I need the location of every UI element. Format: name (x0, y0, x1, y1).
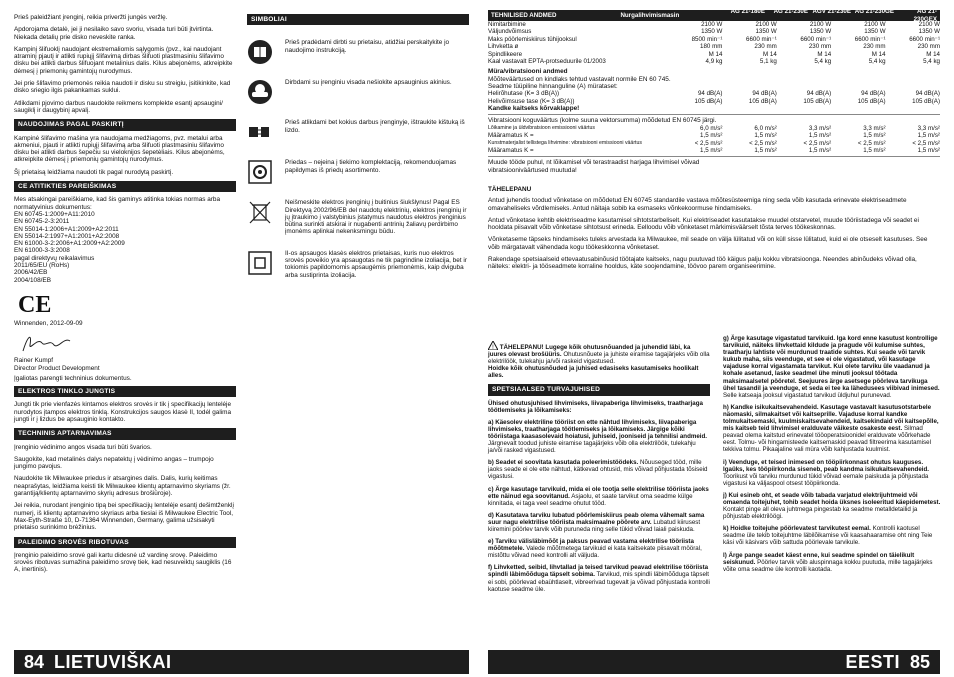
row-value: 3,3 m/s² (863, 124, 886, 132)
row-value: 2100 W (918, 21, 940, 28)
row-value: 230 mm (754, 43, 777, 51)
intro-p2: Apdorojama detalė, jei ji nesilaiko savo svoriu, visada turi būti įtvirtinta. Niekada detalių prie disko neveskite ranka. (14, 26, 214, 41)
weee-bin-icon (247, 199, 273, 225)
standards-list (14, 211, 236, 284)
right-footer (488, 650, 940, 674)
tahelepanu-p2: Antud võnketase kehtib elektriseadme kasutamisel sihtotstarbeliselt. Kui elektriseadet kasutatakse muudel otstarvetel, muude tööriistadega või seadet ei hooldata piisavalt võib võnketase sihtotsust erineda. Eelloodu võib võnketaset märkimisväärselt tõsta terves töökeskonnas. (488, 216, 919, 232)
row-label: Helivõimsuse tase (K= 3 dB(A)) (488, 97, 575, 105)
standard-item: EN 61000-3-2:2006+A1:2009+A2:2009 (14, 240, 125, 248)
spec-notes (488, 68, 724, 90)
table-row (488, 125, 940, 132)
naudojimas-p1: Kampinė šlifavimo mašina yra naudojama medžiagoms, pvz. metalui arba akmeniui, pjauti ir atlikti rupiųjį šlifavimą arba šlifuoti plastmasiniu šlifavimo disku bei atlikti darbus šepečiu su vieloknijos šepetėliais. Kilus abejonėms, atkreipkite dėmesį į priemonių gamintojų nurodymus. (14, 134, 225, 164)
table-row (488, 43, 940, 50)
row-label: Väljundvõimsus (488, 28, 532, 36)
row-value: 1,5 m/s² (808, 146, 832, 154)
model-name: AG 21-230GEX (913, 8, 937, 23)
row-value: 1,5 m/s² (700, 132, 723, 140)
row-label: Lihvketta ø (488, 43, 519, 51)
row-value: 3,3 m/s² (917, 124, 940, 132)
goggles-icon (247, 79, 273, 105)
standard-item: EN 61000-3-3:2008 (14, 247, 70, 255)
row-value: < 2,5 m/s² (749, 139, 777, 147)
intro-p1: Prieš paleidžiant įrenginį, reikia priveržti jungės veržlę. (14, 14, 168, 21)
row-value: 6600 min⁻¹ (746, 35, 777, 43)
standard-item: EN 60745-1:2009+A11:2010 (14, 210, 95, 218)
safety-item: l) Ärge pange seadet käest enne, kui seadme spindel on täielikult seiskunud. Pöörlev tarvik võib aluspinnaga kokku puutuda, mille tagajärjeks võite oma seadme üle kontrolli kaotada. (723, 551, 933, 573)
safety-item: b) Seadet ei soovitata kasutada poleerimistöödeks. Nõuuseged tööd, mille jaoks seade ei ole ette nähtud, kätkevad ohtusid, mis võivad põhjustada tõsiseid vigastusi. (488, 459, 708, 481)
row-value: 4,9 kg (705, 58, 723, 66)
symbol-text: Prieš pradėdami dirbti su prietaisu, atidžiai perskaitykite jo naudojimo instrukciją. (285, 39, 450, 54)
row-label: Kunstmaterjalist tellistega lihvimine: vibratsiooni emissiooni väärtus (488, 139, 642, 146)
warning-keep: Hoidke kõik ohutusnõuded ja juhised edasiseks kasutamiseks hoolikalt alles. (488, 365, 699, 380)
symbol-text: Prieš atlikdami bet kokius darbus įrenginyje, ištraukite kištuką iš lizdo. (285, 119, 465, 134)
row-value: 3,3 m/s² (808, 124, 832, 132)
table-row (488, 98, 940, 105)
table-row (488, 28, 940, 35)
row-value: 94 dB(A) (752, 90, 777, 98)
safety-item: d) Kasutatava tarviku lubatud pöörlemiskiirus peab olema vähemalt sama suur nagu elektrilise tööriista maksimaalne pöörete arv. Lubatud kiirusest kiiremini pöörlev tarvik võib puruneda ning selle tükid võivad laiali paiskuda. (488, 511, 705, 533)
row-value: 6600 min⁻¹ (800, 35, 832, 43)
section-header-naudojimas: NAUDOJIMAS PAGAL PASKIRTĮ (14, 119, 236, 130)
row-label: Helirõhutase (K= 3 dB(A)) (488, 90, 560, 98)
row-value: 1350 W (701, 28, 723, 36)
row-value: < 2,5 m/s² (803, 139, 832, 147)
safety-col-left (488, 341, 710, 598)
ce-mark: CE (18, 291, 52, 318)
safety-col-right (723, 335, 941, 578)
standard-item: EN 55014-2:1997+A1:2001+A2:2008 (14, 232, 120, 240)
intro-p3: Kampinį šlifuoklį naudojant ekstremaliomis sąlygomis (pvz., kai naudojant atraminį pjautį ir atlikti rupiųjį šlifavimą dirbas šlifuoti plastmasiniu šlifavimo disku bei atlikti darbus šlifuojant metalinius dalis. Kilus abejonėms, atkreipkite dėmesį į priemonių gamintojų nurodymus. (14, 45, 233, 75)
row-value: 5,4 kg (923, 58, 940, 66)
row-value: 1,5 m/s² (754, 132, 777, 140)
table-row (488, 51, 940, 58)
noise-p1: Mõõteväärtused on kindlaks tehtud vastavalt normile EN 60 745. (488, 75, 671, 83)
table-row (488, 36, 940, 43)
vib-p1: Vibratsiooni koguväärtus (kolme suuna vektorsumma) mõõdetud EN 60745 järgi. (488, 117, 717, 125)
warning-text: Ohutusnõuete ja juhiste eiramise tagajärjeks võib olla elektrilöök, tulekahju ja/või raskeid vigastused. (488, 351, 710, 366)
left-footer (14, 650, 469, 674)
intro-p5: Atlikdami pjovimo darbus naudokite reikmens komplekte esantį apsaugini/ saugiklį ir daugybinį apvalį. (14, 99, 223, 114)
symbol-row (247, 250, 469, 279)
noise-note: Kandke kaitseks kõrvaklappe! (488, 105, 580, 113)
row-value: 105 dB(A) (857, 97, 886, 105)
row-value: 1,5 m/s² (700, 146, 723, 154)
accessory-icon (247, 159, 273, 185)
row-value: 1350 W (864, 28, 886, 36)
warning-title: TÄHELEPANU! Lugege kõik ohutusnõuanded ja juhendid läbi, ka juures olevast brošüüris. (488, 344, 691, 359)
row-value: 1,5 m/s² (754, 146, 777, 154)
row-value: 105 dB(A) (748, 97, 777, 105)
standard-item: EN 60745-2-3:2011 (14, 218, 70, 226)
specs-header (488, 10, 940, 21)
row-label: Nimitarbimine (488, 21, 526, 28)
row-value: 6,0 m/s² (700, 124, 723, 132)
model-name: AG 21-230GE (854, 8, 894, 16)
row-value: 2100 W (864, 21, 886, 28)
standard-item: EN 55014-1:2006+A1:2009+A2:2011 (14, 225, 119, 233)
tahelepanu-title: TÄHELEPANU (488, 185, 532, 193)
symbol-row (247, 39, 469, 65)
place-date: Winnenden, 2012-09-09 (14, 319, 83, 327)
row-value: M 14 (926, 50, 940, 58)
unplug-icon (247, 119, 273, 145)
symbol-row (247, 159, 469, 185)
row-label: Määramatus K = (488, 132, 534, 140)
common-title: Ühised ohutusjuhised lihvimiseks, liivapaberiga lihvimiseks, traatharjaga töötlemiseks ja lõikamiseks: (488, 399, 703, 414)
safety-item: f) Lihvketted, seibid, lihvtallad ja teised tarvikud peavad elektrilise tööriista spindli läbimõõduga täpselt sobima. Tarvikud, mis spindli läbimõõduga täpselt ei sobi, pöörlevad ebaühtlaselt, vibreerivad tugevalt ja võivad põhjustada kontrolli kaotuse seadme üle. (488, 564, 710, 593)
intro-p4: Jei prie šlifavimo priemonės reikia naudoti ir disku su streigiu, įsitikinkite, kad disko sriegio ilgis pakankamas suklui. (14, 80, 231, 95)
specs-block (488, 0, 940, 276)
section-header-tinklo: ELEKTROS TINKLO JUNGTIS (14, 386, 236, 397)
row-label: Lõikamine ja üldvibratsioon emissiooni väärtus (488, 124, 595, 131)
safety-item: i) Veenduge, et teised inimesed on tööpiirkonnast ohutus kauguses. Igaüks, kes tööpiirkonda siseneb, peab kandma isikukaitsevahendeid. Toorikust või tarviku murdunud tükid võivad eemale paiskuda ja põhjustada vigastusi ka väljaspool otsest tööpiirkonda. (723, 458, 929, 487)
symbol-text: Neišmeskite elektros įrenginių į buitinius šiukšlynus! Pagal ES Direktyvą 2002/96/EB del naudotų elektrinių, elektros įrenginių ir jų įtraukimo į valstybinius įstatymus naudotus elektros įrenginius būtina surinkti atskirai ir nugabenti antrinių žaliavų perdirbimo įmonėms aplinkai nekenksmingu būdu. (285, 199, 467, 236)
row-value: < 2,5 m/s² (694, 139, 723, 147)
symbol-text: II-os apsaugos klasės elektros prietaisas, kuris nuo elektros srovės poveikio yra apsaugotas ne tik pagrindine izoliacija, bet ir tokiomis papildomomis apsaugėmis priemonėmis, kaip dviguba arba sustiprinta izoliacija. (285, 249, 467, 279)
row-value: 6600 min⁻¹ (854, 35, 886, 43)
row-value: 1,5 m/s² (808, 132, 832, 140)
safety-item: c) Ärge kasutage tarvikuid, mida ei ole tootja selle elektrilise tööriista jaoks ette näinud ega soovitanud. Asjaolu, et saate tarvikut oma seadme külge kinnitada, ei taga veel seadme ohutut tööd. (488, 485, 709, 507)
safety-item: j) Kui esineb oht, et seade võib tabada varjatud elektrijuhtmeid või omaenda toitejuhet, tohib seadet hoida üksnes isoleeritud käepidemetest. Kontakt pinge all oleva juhtmega pingestab ka seadme metalldetailid ja põhjustab elektrilöögi. (723, 491, 941, 521)
row-value: 1350 W (755, 28, 777, 36)
row-value: 6600 min⁻¹ (909, 35, 940, 43)
section-header-atitikties: CE ATITIKTIES PAREIŠKIMAS (14, 181, 236, 192)
row-value: M 14 (763, 50, 777, 58)
symbol-text: Priedas – nejeina į tiekimo komplektaciją, rekomenduojamas papildymas iš priedų asortimento. (285, 159, 457, 174)
row-value: 94 dB(A) (861, 90, 886, 98)
aptarnavimas-p3: Naudokite tik Milwaukee priedus ir atsargines dalis. Dalis, kurių keitimas neaprašytas, leidžiama keisti tik Milwaukee klientų aptarnavimo skyriams (žr. garantiją/klientų aptarnavimo skyrių adresus brošiūroje). (14, 475, 231, 498)
row-value: 5,4 kg (868, 58, 886, 66)
row-value: < 2,5 m/s² (857, 139, 886, 147)
row-label: Kaal vastavalt EPTA-protseduurile 01/2003 (488, 58, 606, 66)
row-value: 230 mm (863, 43, 886, 51)
row-value: 105 dB(A) (803, 97, 832, 105)
safety-item: a) Käesolev elektriline tööriist on ette nähtud lihvimiseks, liivapaberiga lihvimiseks, traatharjaga töötlemiseks ja lõikamiseks. Järgige kõiki tööriistaga kaasasolevaid hoiatusi, juhiseid, jooniseid ja tehnilisi andmeid. Järgnevalt toodud juhiste eiramise tagajärjeks võib olla elektrilöök, tulekahju ja/või rasked vigastused. (488, 418, 708, 455)
row-label: Määramatus K = (488, 146, 534, 154)
symbol-row (247, 79, 469, 105)
row-label: Spindlikeere (488, 50, 523, 58)
safety-item: g) Ärge kasutage vigastatud tarvikuid. Iga kord enne kasutust kontrollige tarvikuid, näiteks lihvkettaid kildude ja pragude või kulumise suhtes, traatharju lahtiste või murdunud traatide suhtes. Kui seade või tarvik kukub maha, siis veenduge, et see ei ole vigastatud, või kasutage vajaduse korral vigastamata tarvikut. Kui olete tarviku üle vaadanud ja kohale asetanud, laske seadmel ühe minuti jooksul töötada maksimaalsetel pööretel. Seejuures ärge asetsege pöörleva tarvikuga ühel tasandil ja veenduge, et seda ei tee ka lähedusees viibivad inimesed. Selle katseaja jooksul vigastatud tarvikud üldjuhul purunevad. (723, 335, 940, 399)
specs-title: TEHNILISED ANDMED (491, 11, 557, 19)
row-value: M 14 (817, 50, 832, 58)
row-value: 5,1 kg (759, 58, 777, 66)
noise-title: Müra/vibratsiooni andmed (488, 68, 568, 76)
spec-table (488, 21, 940, 65)
aptarnavimas-p1: Įrenginio vėdinimo angos visada turi būti švarios. (14, 443, 152, 451)
section-header-aptarnavimas: TECHNINIS APTARNAVIMAS (14, 428, 236, 439)
right-page-number: 85 (909, 651, 930, 672)
row-value: 1350 W (918, 28, 940, 36)
symbol-row (247, 119, 469, 145)
aptarnavimas-p2: Saugokite, kad metalinės dalys nepatektų į vėdinimo angas – trumpojo jungimo pavojus. (14, 455, 214, 471)
row-value: 8500 min⁻¹ (691, 35, 723, 43)
atitikties-p1: Mes atsakingai pareiškiame, kad šis gaminys atitinka tokias normas arba normatyvinius dokumentus: (14, 196, 221, 211)
row-value: 1,5 m/s² (863, 146, 886, 154)
ribotuvas-p1: Įrenginio paleidimo srovė gali kartu didesnė už vardinę srovę. Paleidimo srovės ribotuvas sumažina paleidimo srovę tiek, kad nesuveiktų saugiklis (16 A, inertinis). (14, 551, 232, 574)
safety-item: k) Hoidke toitejuhe pöörlevatest tarvikutest eemal. Kontrolli kaotusel seadme üle tekib toitejuhtme läbilõikamise või kaasahaaramise oht ning Teie käsi või käsivars võib sattuda pöörlevale tarvikule. (723, 525, 933, 547)
row-value: 105 dB(A) (912, 97, 940, 105)
section-header-spetsiaalsed: SPETSIAALSED TURVAJUHISED (488, 384, 710, 395)
row-value: 230 mm (808, 43, 832, 51)
table-row (488, 90, 940, 97)
row-value: 5,4 kg (814, 58, 832, 66)
row-value: 6,0 m/s² (754, 124, 777, 132)
section-header-ribotuvas: PALEIDIMO SROVĖS RIBOTUVAS (14, 537, 236, 548)
tahelepanu-p4: Rakendage spetsiaalseid ettevaatusabinõusid töötajate kaitseks, nagu puutuvad töö käigus palju kokku vibratsioonga. Neendes abinõudeks võivad olla, näiteks: elektri- ja tööseadmete korraline hooldus, käte soojendamine, töövoo parem organiseerimine. (488, 256, 917, 271)
model-name: AG 21-180E (730, 8, 765, 16)
row-label: Maks pöörlemiskiirus tühijooksul (488, 35, 577, 43)
standard-item: pagal direktyvų reikalavimus (14, 254, 95, 262)
left-language: LIETUVIŠKAI (54, 651, 172, 672)
noise-table (488, 90, 940, 105)
safety-item: h) Kandke isikukaitsevahendeid. Kasutage vastavalt kasutusotstarbele näomaski, silmakaitset või kaitseprille. Vajaduse korral kandke tolmukaitsemaski, kuulmiskaitsevahendeid, kaitsekindaid või kaitsepõlle, mis kaitseb teid lihvimisel eralduvate väikeste osakeste eest. Silmad peavad olema kaitstud erinevatel tööoperatsioonidel eralduvate võõrkehade eest. Tolmu- või hingamisteede kaitsemaskid peavad filtreerima kasutamisel tekkiva tolmu. Pikaajaline vali müra võib kahjustada kuulmist. (723, 403, 939, 454)
row-value: 1350 W (809, 28, 832, 36)
model-name: AGV 21-230E (812, 8, 851, 16)
class-ii-icon (247, 250, 273, 276)
row-value: 2100 W (809, 21, 832, 28)
naudojimas-p2: Šį prietaisą leidžiama naudoti tik pagal nurodytą paskirtį. (14, 168, 174, 176)
signature-icon (20, 331, 80, 355)
specs-subtitle: Nurgalihvimismasin (620, 11, 680, 19)
row-value: 94 dB(A) (915, 90, 940, 98)
standard-item: 2004/108/EB (14, 276, 51, 284)
tinklo-p1: Jungti tik prie vienfazės kintamos elektros srovės ir tik į specifikacijų lentelėje nurodytos įtampos elektros tinklą. Konstrukcijos saugos klasė II, todėl galima jungti ir į lizdus be apsauginio kontakto. (14, 401, 232, 423)
row-value: 94 dB(A) (697, 90, 723, 98)
row-value: M 14 (871, 50, 886, 58)
warning-block (488, 341, 710, 379)
table-row (488, 21, 940, 28)
vib-note: Muude tööde puhul, nt lõikamisel või terastraadist harjaga lihvimisel võivad vibratsiooniväärtused muutuda! (488, 159, 700, 174)
safety-item: e) Tarviku välisläbimõõt ja paksus peavad vastama elektrilise tööriista mõõtmetele. Valede mõõtmetega tarvikuid ei kata kaitsekate piisavalt mööral, mistõttu võivad need kontrolli alt väljuda. (488, 538, 702, 560)
model-name: AG 21-230E (773, 8, 808, 16)
row-value: 2100 W (701, 21, 723, 28)
table-row (488, 140, 940, 147)
noise-p2: Seadme tüüpiline hinnanguline (A) mürataset: (488, 83, 618, 91)
left-col-1 (14, 14, 236, 579)
standard-item: 2006/42/EB (14, 269, 48, 277)
row-value: 1,5 m/s² (917, 132, 940, 140)
tahelepanu-p3: Võnketaseme täpseks hindamiseks tuleks arvestada ka Milwaukee, mil seade on välja lülitatud või on küll sisse lülitatud, kuid ei ole otseselt kasutuses. See võib märgatavalt vähendada kogu töökeskkonna võnketaset. (488, 236, 928, 251)
row-value: 2100 W (755, 21, 777, 28)
row-value: 1,5 m/s² (917, 146, 940, 154)
table-row (488, 58, 940, 65)
section-header-simboliai: SIMBOLIAI (247, 14, 469, 25)
standard-item: 2011/65/EU (RoHs) (14, 262, 70, 270)
symbol-row (247, 199, 469, 235)
left-col-2 (247, 10, 469, 293)
table-row (488, 132, 940, 139)
symbol-text: Dirbdami su įrenginiu visada nešiokite apsauginius akinius. (285, 79, 452, 87)
left-page-number: 84 (24, 651, 45, 672)
signer-title: Director Product Development (14, 364, 100, 372)
svg-text:!: ! (492, 345, 494, 350)
row-value: 230 mm (917, 43, 940, 51)
row-value: M 14 (708, 50, 723, 58)
signer-note: Įgaliotas parengti techninius dokumentus. (14, 374, 132, 382)
row-value: 180 mm (700, 43, 723, 51)
vib-table (488, 125, 940, 155)
row-value: 94 dB(A) (806, 90, 832, 98)
tahelepanu-p1: Antud juhendis toodud võnketase on mõõdetud EN 60745 standardile vastava mõõtesüsteemiga ning seda võib kasutada erinevate elektriseadmete omavaheliseks võrdlemiseks. Antud näitaja sobib ka esmaseks võnkekoormuse hindamiseks. (488, 197, 907, 212)
row-value: < 2,5 m/s² (912, 139, 940, 147)
manual-icon (247, 39, 273, 65)
row-value: 1,5 m/s² (863, 132, 886, 140)
table-row (488, 147, 940, 154)
signer-name: Rainer Kumpf (14, 357, 54, 365)
right-language: EESTI (845, 651, 900, 672)
row-value: 105 dB(A) (694, 97, 723, 105)
aptarnavimas-p4: Jei reikia, nurodant įrenginio tipą bei specifikacijų lentelėje esantį dešimtženklį numerį, iš klientų aptarnavimo skyriaus arba tiesiai iš Milwaukee Electric Tool, Max-Eyth-Straße 10, D-71364 Winnenden, Germany, galima užsisakyti prietaiso surinkimo brėžinius. (14, 502, 234, 532)
warning-icon (488, 341, 498, 350)
